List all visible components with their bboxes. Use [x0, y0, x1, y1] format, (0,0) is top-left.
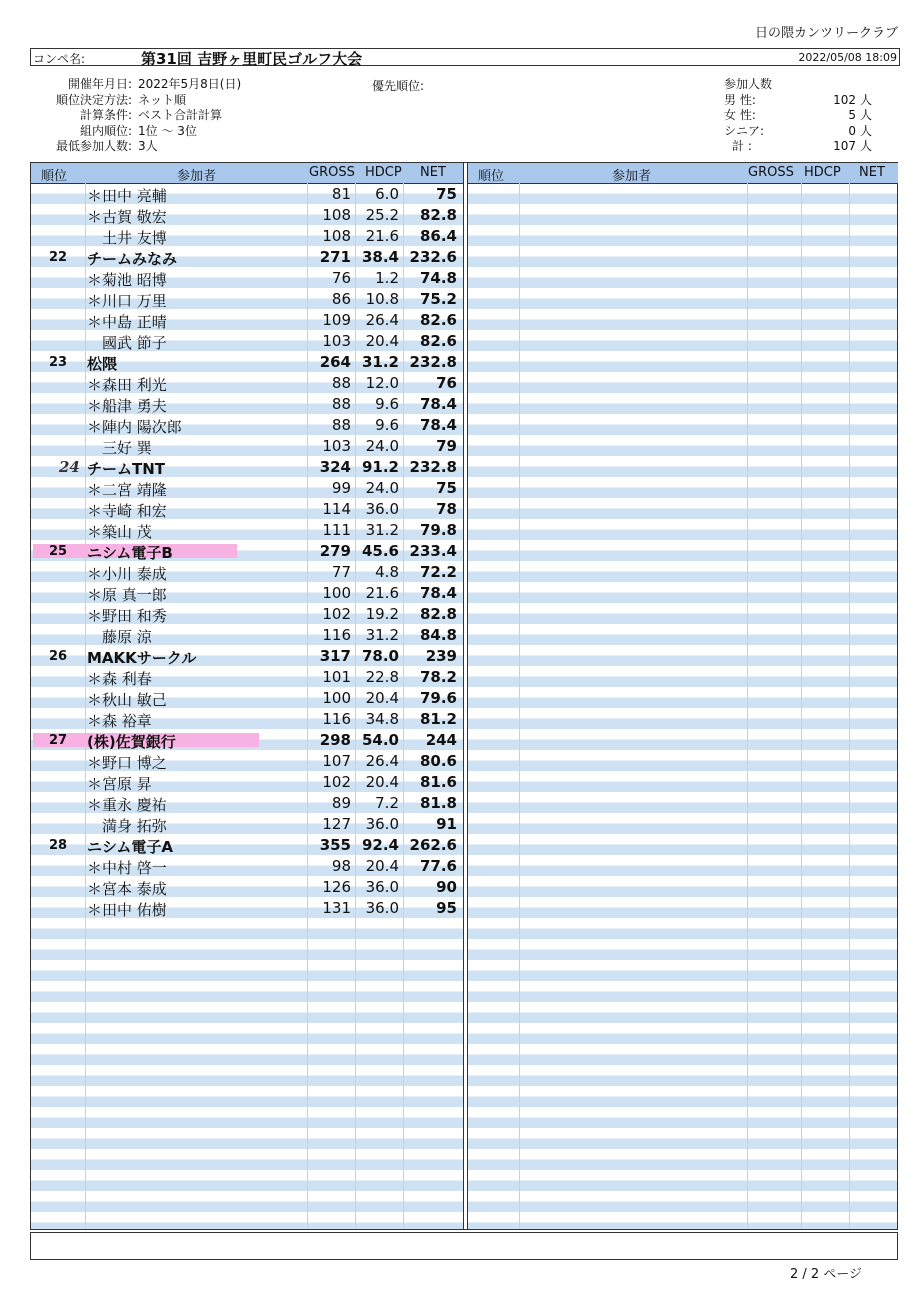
player-name-cell: チームみなみ	[87, 250, 178, 268]
col-rank-header: 順位	[41, 169, 68, 184]
net-cell: 79.6	[419, 689, 457, 707]
player-name-cell: ＊秋山 敏己	[87, 691, 167, 709]
player-name-cell: ＊森田 利光	[87, 376, 167, 394]
gross-cell: 99	[331, 479, 351, 497]
player-name-cell: ＊森 利春	[87, 670, 152, 688]
player-name-cell: チームTNT	[87, 460, 166, 478]
info-row	[30, 124, 241, 140]
net-cell: 79.8	[419, 521, 457, 539]
player-name-cell: ＊田中 佑樹	[87, 901, 167, 919]
player-row	[31, 624, 463, 645]
net-cell: 78	[436, 500, 457, 518]
net-cell: 78.2	[419, 668, 457, 686]
count-label: シニア:	[724, 123, 765, 138]
player-row	[31, 855, 463, 876]
count-row	[724, 93, 872, 109]
gross-cell: 100	[322, 584, 351, 602]
player-name-cell: ＊宮原 昇	[87, 775, 152, 793]
count-value: 107	[833, 139, 856, 153]
gross-cell: 114	[322, 500, 351, 518]
rank-cell: 25	[49, 544, 68, 559]
player-name-cell: ＊田中 亮輔	[87, 187, 167, 205]
gross-cell: 131	[322, 899, 351, 917]
net-cell: 82.6	[419, 332, 457, 350]
player-name-cell: ＊菊池 昭博	[87, 271, 167, 289]
hdcp-cell: 7.2	[375, 794, 399, 812]
page-column-divider	[463, 163, 468, 1229]
count-label: 計 :	[732, 139, 752, 153]
net-cell: 81.8	[419, 794, 457, 812]
count-row	[724, 139, 872, 155]
hdcp-cell: 9.6	[375, 395, 399, 413]
net-cell: 81.2	[419, 710, 457, 728]
hdcp-cell: 78.0	[361, 647, 399, 665]
player-row	[31, 792, 463, 813]
info-row	[30, 77, 241, 93]
page-indicator: 2 / 2 ページ	[789, 1267, 862, 1282]
net-cell: 232.6	[409, 248, 457, 266]
net-cell: 76	[436, 374, 457, 392]
gross-cell: 107	[322, 752, 351, 770]
hdcp-cell: 12.0	[365, 374, 399, 392]
player-row	[31, 771, 463, 792]
net-cell: 75	[436, 479, 457, 497]
count-row	[724, 108, 872, 124]
participant-count	[724, 77, 872, 155]
hdcp-cell: 91.2	[361, 458, 399, 476]
hdcp-cell: 24.0	[365, 437, 399, 455]
gross-cell: 101	[322, 668, 351, 686]
player-name-cell: ＊築山 茂	[87, 523, 152, 541]
info-value: 1位 ～ 3位	[138, 123, 197, 138]
hdcp-cell: 31.2	[361, 353, 399, 371]
gross-cell: 100	[322, 689, 351, 707]
col-rank-header: 順位	[478, 169, 505, 184]
participant-count-title: 参加人数	[724, 77, 773, 91]
player-name-cell: ＊船津 勇夫	[87, 397, 167, 415]
handwritten-rank: 24	[59, 458, 80, 476]
gross-cell: 88	[331, 395, 351, 413]
player-name-cell: ニシム電子A	[87, 838, 174, 856]
col-divider	[747, 183, 748, 1229]
player-row	[31, 414, 463, 435]
player-name-cell: ＊小川 泰成	[87, 565, 167, 583]
player-row	[31, 561, 463, 582]
team-row	[31, 351, 463, 372]
info-row	[30, 93, 241, 109]
gross-cell: 109	[322, 311, 351, 329]
hdcp-cell: 20.4	[365, 857, 399, 875]
rank-cell: 22	[49, 250, 68, 265]
gross-cell: 108	[322, 206, 351, 224]
count-unit: 人	[860, 92, 873, 107]
hdcp-cell: 26.4	[365, 311, 399, 329]
net-cell: 84.8	[419, 626, 457, 644]
hdcp-cell: 26.4	[365, 752, 399, 770]
net-cell: 95	[436, 899, 457, 917]
hdcp-cell: 24.0	[365, 479, 399, 497]
player-name-cell: 國武 節子	[87, 334, 167, 352]
hdcp-cell: 36.0	[365, 899, 399, 917]
info-label: 開催年月日:	[67, 77, 132, 91]
hdcp-cell: 36.0	[365, 815, 399, 833]
gross-cell: 102	[322, 605, 351, 623]
gross-cell: 271	[319, 248, 351, 266]
net-cell: 79	[436, 437, 457, 455]
player-row	[31, 813, 463, 834]
net-cell: 232.8	[409, 458, 457, 476]
net-cell: 82.8	[419, 605, 457, 623]
net-cell: 232.8	[409, 353, 457, 371]
player-row	[31, 288, 463, 309]
player-name-cell: ＊陣内 陽次郎	[87, 418, 182, 436]
info-row	[30, 108, 241, 124]
col-gross-header: GROSS	[748, 165, 794, 180]
player-name-cell: ＊野口 博之	[87, 754, 167, 772]
left-table-header	[31, 163, 463, 184]
net-cell: 91	[436, 815, 457, 833]
hdcp-cell: 20.4	[365, 773, 399, 791]
club-name: 日の隈カンツリークラブ	[754, 26, 898, 41]
player-name-cell: ＊二宮 靖隆	[87, 481, 167, 499]
net-cell: 75	[436, 185, 457, 203]
hdcp-cell: 36.0	[365, 500, 399, 518]
footer-box	[30, 1232, 898, 1260]
player-name-cell: ＊古賀 敬宏	[87, 208, 167, 226]
player-row	[31, 309, 463, 330]
net-cell: 233.4	[409, 542, 457, 560]
player-name-cell: ＊川口 万里	[87, 292, 167, 310]
count-label: 男 性:	[724, 92, 756, 107]
hdcp-cell: 31.2	[365, 626, 399, 644]
net-cell: 75.2	[419, 290, 457, 308]
player-row	[31, 708, 463, 729]
player-row	[31, 477, 463, 498]
player-row	[31, 372, 463, 393]
compe-label: コンペ名:	[33, 52, 86, 66]
info-value: ネット順	[138, 92, 187, 107]
net-cell: 78.4	[419, 395, 457, 413]
priority-label: 優先順位:	[372, 79, 425, 93]
col-hdcp-header: HDCP	[365, 165, 402, 180]
info-value: 2022年5月8日(日)	[138, 77, 242, 91]
col-divider	[801, 183, 802, 1229]
player-row	[31, 330, 463, 351]
player-name-cell: 藤原 涼	[87, 628, 152, 646]
gross-cell: 77	[331, 563, 351, 581]
player-row	[31, 897, 463, 918]
hdcp-cell: 20.4	[365, 689, 399, 707]
player-name-cell: ＊宮本 泰成	[87, 880, 167, 898]
col-gross-header: GROSS	[309, 165, 355, 180]
col-hdcp-header: HDCP	[804, 165, 841, 180]
hdcp-cell: 34.8	[365, 710, 399, 728]
player-name-cell: (株)佐賀銀行	[87, 733, 176, 751]
net-cell: 80.6	[419, 752, 457, 770]
gross-cell: 102	[322, 773, 351, 791]
player-name-cell: 土井 友博	[87, 229, 167, 247]
hdcp-cell: 38.4	[361, 248, 399, 266]
gross-cell: 264	[319, 353, 351, 371]
player-row	[31, 267, 463, 288]
results-table	[30, 162, 898, 1230]
player-name-cell: ＊原 真一郎	[87, 586, 167, 604]
competition-title: 第31回 吉野ヶ里町民ゴルフ大会	[141, 50, 363, 68]
player-row	[31, 435, 463, 456]
player-name-cell: 松隈	[87, 355, 118, 373]
gross-cell: 324	[319, 458, 351, 476]
player-name-cell: ＊中島 正晴	[87, 313, 167, 331]
gross-cell: 126	[322, 878, 351, 896]
gross-cell: 81	[331, 185, 351, 203]
hdcp-cell: 21.6	[365, 227, 399, 245]
net-cell: 77.6	[419, 857, 457, 875]
hdcp-cell: 45.6	[361, 542, 399, 560]
hdcp-cell: 92.4	[361, 836, 399, 854]
player-name-cell: ニシム電子B	[87, 544, 173, 562]
net-cell: 78.4	[419, 416, 457, 434]
col-divider	[519, 183, 520, 1229]
player-name-cell: 満身 拓弥	[87, 817, 167, 835]
player-row	[31, 687, 463, 708]
team-row	[31, 246, 463, 267]
player-name-cell: 三好 巽	[87, 439, 152, 457]
hdcp-cell: 10.8	[365, 290, 399, 308]
net-cell: 86.4	[419, 227, 457, 245]
gross-cell: 89	[331, 794, 351, 812]
net-cell: 239	[425, 647, 457, 665]
count-unit: 人	[860, 108, 873, 122]
team-row	[31, 540, 463, 561]
net-cell: 82.6	[419, 311, 457, 329]
gross-cell: 88	[331, 374, 351, 392]
info-row	[30, 139, 241, 155]
gross-cell: 86	[331, 290, 351, 308]
player-name-cell: ＊寺崎 和宏	[87, 502, 167, 520]
gross-cell: 116	[322, 710, 351, 728]
hdcp-cell: 54.0	[361, 731, 399, 749]
info-label: 順位決定方法:	[55, 92, 132, 107]
info-label: 組内順位:	[79, 123, 132, 138]
team-row	[31, 729, 463, 750]
team-row	[31, 456, 463, 477]
player-row	[31, 225, 463, 246]
net-cell: 82.8	[419, 206, 457, 224]
net-cell: 72.2	[419, 563, 457, 581]
col-player-header: 参加者	[612, 169, 652, 184]
info-label: 計算条件:	[79, 108, 132, 122]
rank-cell: 23	[49, 355, 68, 370]
team-row	[31, 834, 463, 855]
team-row	[31, 645, 463, 666]
player-name-cell: ＊野田 和秀	[87, 607, 167, 625]
gross-cell: 76	[331, 269, 351, 287]
competition-info	[30, 77, 241, 155]
hdcp-cell: 4.8	[375, 563, 399, 581]
net-cell: 262.6	[409, 836, 457, 854]
gross-cell: 355	[319, 836, 351, 854]
net-cell: 244	[425, 731, 457, 749]
net-cell: 90	[436, 878, 457, 896]
col-net-header: NET	[420, 165, 446, 180]
hdcp-cell: 1.2	[375, 269, 399, 287]
player-row	[31, 498, 463, 519]
rank-cell: 27	[49, 733, 68, 748]
count-value: 5	[848, 108, 856, 122]
hdcp-cell: 31.2	[365, 521, 399, 539]
hdcp-cell: 9.6	[375, 416, 399, 434]
player-name-cell: MAKKサークル	[87, 649, 197, 667]
gross-cell: 127	[322, 815, 351, 833]
rank-cell: 26	[49, 649, 68, 664]
gross-cell: 298	[319, 731, 351, 749]
count-value: 102	[833, 92, 856, 107]
info-value: ベスト合計計算	[138, 108, 223, 122]
net-cell: 74.8	[419, 269, 457, 287]
count-value: 0	[848, 123, 856, 138]
hdcp-cell: 21.6	[365, 584, 399, 602]
count-label: 女 性:	[724, 108, 756, 122]
player-row	[31, 750, 463, 771]
print-timestamp: 2022/05/08 18:09	[798, 51, 897, 64]
gross-cell: 103	[322, 332, 351, 350]
count-unit: 人	[860, 139, 873, 153]
col-player-header: 参加者	[177, 169, 217, 184]
player-row	[31, 876, 463, 897]
net-cell: 78.4	[419, 584, 457, 602]
hdcp-cell: 22.8	[365, 668, 399, 686]
gross-cell: 108	[322, 227, 351, 245]
gross-cell: 317	[319, 647, 351, 665]
hdcp-cell: 25.2	[365, 206, 399, 224]
col-divider	[849, 183, 850, 1229]
player-row	[31, 603, 463, 624]
player-name-cell: ＊中村 啓一	[87, 859, 167, 877]
player-row	[31, 183, 463, 204]
hdcp-cell: 20.4	[365, 332, 399, 350]
gross-cell: 103	[322, 437, 351, 455]
gross-cell: 279	[319, 542, 351, 560]
player-name-cell: ＊重永 慶祐	[87, 796, 167, 814]
gross-cell: 111	[322, 521, 351, 539]
gross-cell: 88	[331, 416, 351, 434]
player-row	[31, 519, 463, 540]
count-unit: 人	[860, 123, 873, 138]
gross-cell: 116	[322, 626, 351, 644]
player-row	[31, 204, 463, 225]
net-cell: 81.6	[419, 773, 457, 791]
player-name-cell: ＊森 裕章	[87, 712, 152, 730]
info-label: 最低参加人数:	[55, 139, 132, 153]
gross-cell: 98	[331, 857, 351, 875]
player-row	[31, 666, 463, 687]
hdcp-cell: 36.0	[365, 878, 399, 896]
rank-cell: 28	[49, 838, 68, 853]
hdcp-cell: 6.0	[375, 185, 399, 203]
player-row	[31, 582, 463, 603]
right-table-header	[468, 163, 898, 184]
count-row	[724, 124, 872, 140]
competition-header	[30, 48, 900, 66]
info-value: 3人	[138, 139, 158, 153]
col-net-header: NET	[859, 165, 885, 180]
hdcp-cell: 19.2	[365, 605, 399, 623]
player-row	[31, 393, 463, 414]
